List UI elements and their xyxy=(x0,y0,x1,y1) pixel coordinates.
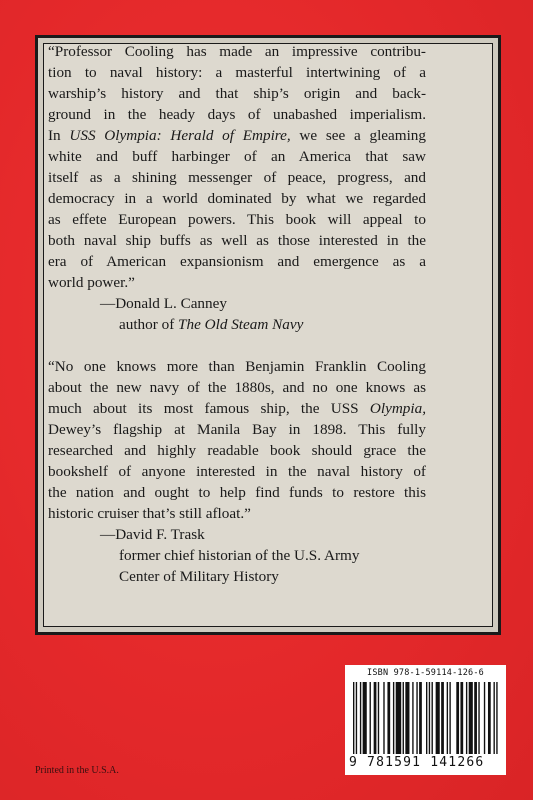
attribution-name: —Donald L. Canney xyxy=(100,295,227,312)
barcode-bar xyxy=(496,682,497,754)
barcode-bar xyxy=(484,682,485,754)
barcode-bar xyxy=(378,682,379,754)
barcode-bar xyxy=(412,682,413,754)
attribution-role: former chief historian of the U.S. Army xyxy=(119,547,360,564)
barcode-bar xyxy=(429,682,430,754)
attribution-role: Center of Military History xyxy=(119,568,279,585)
barcode-bar xyxy=(488,682,491,754)
isbn-barcode xyxy=(345,665,506,775)
barcode-bar xyxy=(387,682,390,754)
quote-line: as effete European powers. This book will appeal to xyxy=(48,211,426,228)
attribution-book-title: The Old Steam Navy xyxy=(178,316,304,333)
attribution-role xyxy=(48,314,426,335)
barcode-bar xyxy=(456,682,459,754)
quote-line: about the new navy of the 1880s, and no one knows as xyxy=(48,379,426,396)
barcode-bar xyxy=(436,682,440,754)
barcode-bar xyxy=(416,682,417,754)
barcode-bar xyxy=(460,682,463,754)
barcode-bar xyxy=(405,682,409,754)
barcode-bar xyxy=(432,682,433,754)
quote-line: the nation and ought to help find funds to restore this xyxy=(48,484,426,501)
barcode-bar xyxy=(396,682,402,754)
quote-line: “No one knows more than Benjamin Franklin Cooling xyxy=(48,358,426,375)
isbn-label: ISBN 978-1-59114-126-6 xyxy=(367,668,484,678)
quote-line xyxy=(48,398,426,419)
quote-line: tion to naval history: a masterful intertwining of a xyxy=(48,64,426,81)
barcode-bar xyxy=(478,682,479,754)
barcode-bar xyxy=(360,682,361,754)
quote-text: much about its most famous ship, the USS xyxy=(48,400,370,417)
barcode-bar xyxy=(356,682,357,754)
quote-line: warship’s history and that ship’s origin and back- xyxy=(48,85,426,102)
barcode-bar xyxy=(474,682,477,754)
attribution-role-text: author of xyxy=(119,316,179,333)
quote-trask xyxy=(48,356,426,587)
barcode-bar xyxy=(363,682,367,754)
quote-line: historic cruiser that’s still afloat.” xyxy=(48,505,251,522)
quote-line: ground in the heady days of unabashed imperialism. xyxy=(48,106,426,123)
quote-line: world power.” xyxy=(48,274,135,291)
quote-line: Dewey’s flagship at Manila Bay in 1898. This fully xyxy=(48,421,426,438)
quote-line xyxy=(48,125,426,146)
quote-line: era of American expansionism and emergence as a xyxy=(48,253,426,270)
ship-name: Olympia, xyxy=(369,400,426,417)
quote-line: “Professor Cooling has made an impressive contribu- xyxy=(48,43,426,60)
blurb-text xyxy=(48,41,426,587)
barcode-bar xyxy=(353,682,354,754)
barcode-bars xyxy=(353,682,499,754)
barcode-bar xyxy=(393,682,394,754)
book-title: USS Olympia: Herald of Empire, xyxy=(69,127,291,144)
barcode-digits: 9 781591 141266 xyxy=(349,755,485,770)
quote-line: itself as a shining messenger of peace, progress, and xyxy=(48,169,426,186)
barcode-bar xyxy=(383,682,384,754)
barcode-bar xyxy=(493,682,494,754)
printed-in-usa: Printed in the U.S.A. xyxy=(35,765,119,776)
quote-line: democracy in a world dominated by what we regarded xyxy=(48,190,426,207)
barcode-bar xyxy=(426,682,427,754)
quote-text: In xyxy=(48,127,70,144)
barcode-bar xyxy=(419,682,422,754)
quote-line: bookshelf of anyone interested in the naval history of xyxy=(48,463,426,480)
barcode-bar xyxy=(374,682,377,754)
quote-text: we see a gleaming xyxy=(290,127,426,144)
barcode-bar xyxy=(370,682,371,754)
quote-canney xyxy=(48,41,426,335)
quote-line: white and buff harbinger of an America that saw xyxy=(48,148,426,165)
quote-line: researched and highly readable book should grace the xyxy=(48,442,426,459)
barcode-bar xyxy=(441,682,444,754)
attribution-name: —David F. Trask xyxy=(100,526,205,543)
barcode-bar xyxy=(447,682,448,754)
barcode-bar xyxy=(469,682,473,754)
barcode-bar xyxy=(466,682,467,754)
barcode-bar xyxy=(449,682,450,754)
barcode-bar xyxy=(403,682,404,754)
quote-line: both naval ship buffs as well as those interested in the xyxy=(48,232,426,249)
